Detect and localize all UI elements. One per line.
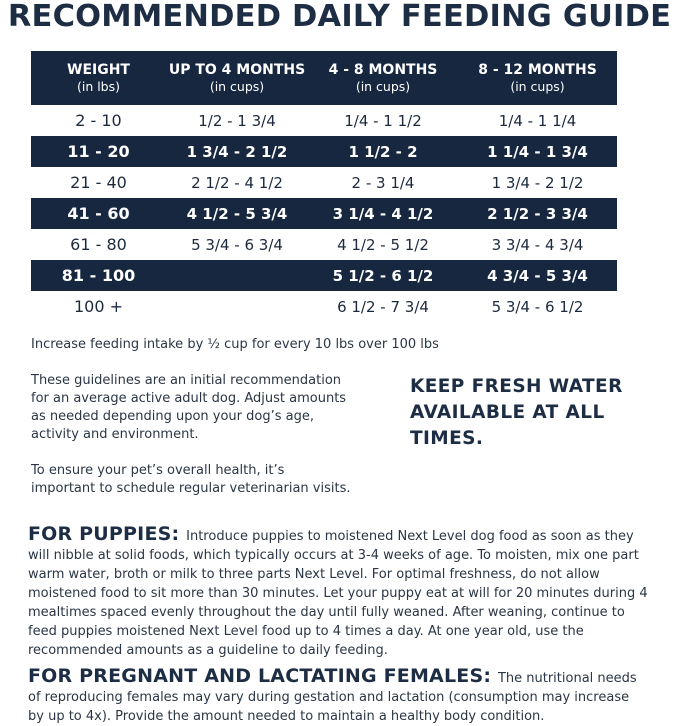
weight-cell: 2 - 10 (75, 111, 122, 130)
puppies-section (28, 525, 648, 660)
table-row (31, 260, 617, 291)
table-cell: 5 1/2 - 6 1/2 (332, 266, 434, 285)
table-cell: 4 3/4 - 5 3/4 (487, 266, 588, 285)
females-heading: FOR PREGNANT AND LACTATING FEMALES: (28, 665, 498, 687)
table-row (31, 198, 617, 229)
table-cell: 1 1/4 - 1 3/4 (487, 142, 588, 161)
table-cell: 5 3/4 - 6 3/4 (191, 235, 283, 254)
females-text: The nutritional needs of reproducing females may vary during gestation and lactation (consumption may increase by up to 4x). Provide the amount needed to maintain a healthy body condition. (28, 671, 637, 724)
weight-cell: 61 - 80 (70, 235, 127, 254)
water-callout: KEEP FRESH WATER AVAILABLE AT ALL TIMES. (410, 376, 623, 449)
puppies-text: Introduce puppies to moistened Next Level dog food as soon as they will nibble at solid foods, which typically occurs at 3-4 weeks of age. To moisten, mix one part warm water, broth or milk to three parts Next Level. For optimal freshness, do not allow moistened food to sit more than 30 minutes. Let your puppy eat at will for 20 minutes during 4 mealtimes spaced evenly throughout the day until fully weaned. After weaning, continue to feed puppies moistened Next Level food up to 4 times a day. At one year old, use the recommended amounts as a guideline to daily feeding. (28, 529, 648, 658)
females-section (28, 667, 648, 726)
table-cell: 6 1/2 - 7 3/4 (337, 297, 429, 316)
table-row (31, 291, 617, 322)
table-cell: 3 3/4 - 4 3/4 (491, 235, 584, 254)
health-paragraph: To ensure your pet’s overall health, it’s important to schedule regular veterinarian visits. (31, 463, 351, 496)
table-row (31, 105, 617, 136)
table-row (31, 167, 617, 198)
table-cell: 1/2 - 1 3/4 (198, 111, 276, 130)
table-cell: 1 3/4 - 2 1/2 (491, 173, 584, 192)
weight-cell: 100 + (73, 297, 124, 316)
weight-cell: 81 - 100 (61, 266, 136, 285)
puppies-heading: FOR PUPPIES: (28, 523, 187, 545)
header-8-12-months: 8 - 12 MONTHS (in cups) (478, 62, 597, 94)
table-cell: 4 1/2 - 5 1/2 (337, 235, 429, 254)
table-row (31, 229, 617, 260)
guideline-paragraph: These guidelines are an initial recommendation for an average active adult dog. Adjust amounts as needed depending upon your dog’s age, activity and environment. (31, 373, 347, 442)
feeding-table (31, 51, 617, 322)
weight-cell: 21 - 40 (70, 173, 127, 192)
table-cell: 1 1/2 - 2 (348, 142, 418, 161)
overweight-note: Increase feeding intake by ½ cup for every 10 lbs over 100 lbs (31, 337, 439, 352)
table-cell: 2 - 3 1/4 (351, 173, 415, 192)
table-cell: 3 1/4 - 4 1/2 (332, 204, 434, 223)
table-cell: 1 3/4 - 2 1/2 (186, 142, 288, 161)
table-cell: 1/4 - 1 1/2 (344, 111, 422, 130)
table-row (31, 136, 617, 167)
header-weight: WEIGHT (in lbs) (67, 62, 130, 94)
table-cell: 1/4 - 1 1/4 (498, 111, 577, 130)
table-header-row (31, 51, 617, 105)
table-cell: 2 1/2 - 3 3/4 (487, 204, 588, 223)
table-cell: 2 1/2 - 4 1/2 (191, 173, 283, 192)
header-4-8-months: 4 - 8 MONTHS (in cups) (328, 62, 438, 94)
header-up-to-4-months: UP TO 4 MONTHS (in cups) (168, 62, 306, 94)
weight-cell: 41 - 60 (67, 204, 130, 223)
table-cell: 5 3/4 - 6 1/2 (491, 297, 584, 316)
weight-cell: 11 - 20 (67, 142, 130, 161)
page-title: RECOMMENDED DAILY FEEDING GUIDE (7, 0, 672, 34)
table-cell: 4 1/2 - 5 3/4 (186, 204, 288, 223)
